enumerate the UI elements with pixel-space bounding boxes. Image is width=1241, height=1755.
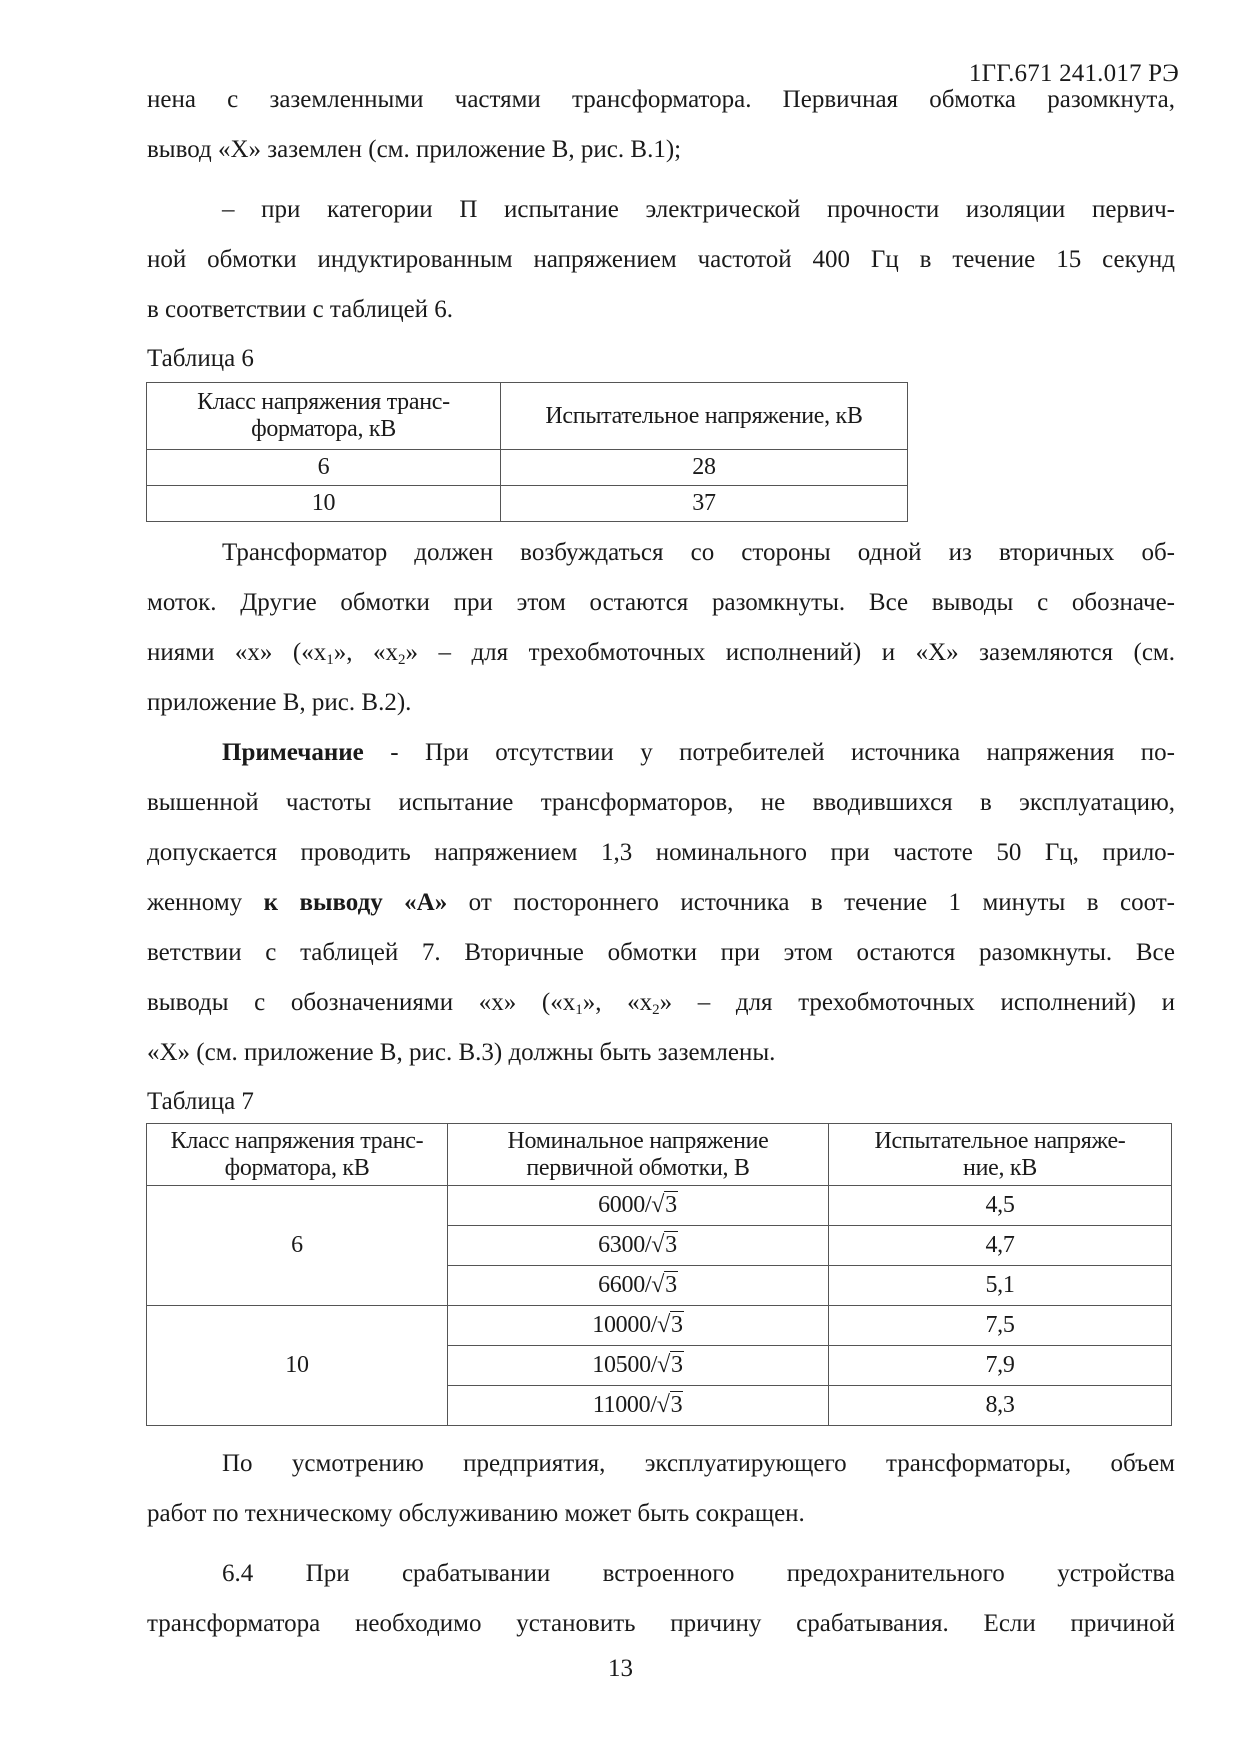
sqrt-expression [651, 1272, 678, 1299]
text-run: » – для трехобмоточных исполнений) и [659, 989, 1175, 1016]
sqrt-icon: √ [651, 1272, 665, 1298]
text-run: от постороннего источника в течение 1 минуты в соот- [447, 889, 1175, 916]
text-run: », «х [333, 639, 398, 666]
table-cell: 5,1 [829, 1266, 1172, 1306]
note-line: «Х» (см. приложение В, рис. В.3) должны быть заземлены. [147, 1039, 776, 1066]
paragraph-line: моток. Другие обмотки при этом остаются разомкнуты. Все выводы с обозначе- [147, 589, 1175, 616]
header-text: Номинальное напряжение [507, 1127, 769, 1154]
table-cell: 7,5 [829, 1306, 1172, 1346]
header-text: Класс напряжения транс- [197, 389, 450, 415]
table-header-cell [147, 1124, 448, 1186]
sqrt-expression [651, 1232, 678, 1259]
header-text: ние, кВ [963, 1154, 1037, 1181]
table6 [146, 382, 908, 522]
table-cell: 6 [147, 450, 501, 486]
paragraph-line [147, 637, 1175, 669]
paragraph-line: По усмотрению предприятия, эксплуатирующего трансформаторы, объем [222, 1450, 1175, 1477]
subscript: 1 [575, 1002, 583, 1018]
note-line: допускается проводить напряжением 1,3 номинального при частоте 50 Гц, прило- [147, 839, 1175, 866]
header-text: Испытательное напряже- [874, 1127, 1126, 1154]
table-cell: 10500/√3 [448, 1346, 829, 1386]
paragraph-line: вывод «Х» заземлен (см. приложение В, рис. В.1); [147, 136, 682, 163]
table-row [147, 1186, 1172, 1226]
sqrt-expression [657, 1392, 684, 1419]
table-header-cell [448, 1124, 829, 1186]
header-text: Класс напряжения транс- [170, 1127, 424, 1154]
table-cell: 28 [501, 450, 908, 486]
table-cell: 4,7 [829, 1226, 1172, 1266]
sqrt-expression [657, 1312, 684, 1339]
sqrt-icon: √ [657, 1352, 671, 1378]
subscript: 2 [397, 652, 406, 668]
table-cell: 7,9 [829, 1346, 1172, 1386]
radicand: 3 [665, 1232, 677, 1258]
paragraph-line: в соответствии с таблицей 6. [147, 296, 454, 323]
radicand: 3 [665, 1272, 677, 1298]
paragraph-line: нена с заземленными частями трансформатора. Первичная обмотка разомкнута, [147, 86, 1175, 113]
subscript: 1 [326, 652, 334, 668]
table-cell: 4,5 [829, 1186, 1172, 1226]
page-number: 13 [608, 1655, 633, 1682]
note-line: вышенной частоты испытание трансформаторов, не вводившихся в эксплуатацию, [147, 789, 1175, 816]
paragraph-line: 6.4 При срабатывании встроенного предохранительного устройства [222, 1560, 1175, 1587]
note-label: Примечание [222, 739, 364, 766]
sqrt-icon: √ [651, 1192, 665, 1218]
table-cell: 10 [147, 1306, 448, 1426]
paragraph-line: работ по техническому обслуживанию может быть сокращен. [147, 1500, 805, 1527]
table-cell: 6600/√3 [448, 1266, 829, 1306]
text-run: женному [147, 889, 264, 916]
sqrt-icon: √ [657, 1312, 671, 1338]
paragraph-line: Трансформатор должен возбуждаться со стороны одной из вторичных об- [222, 539, 1175, 566]
table-row [147, 486, 908, 522]
document-code: 1ГГ.671 241.017 РЭ [968, 60, 1179, 87]
sqrt-icon: √ [651, 1232, 665, 1258]
sqrt-expression [657, 1352, 684, 1379]
subscript: 2 [652, 1002, 660, 1018]
radicand: 3 [671, 1312, 683, 1338]
note-line: ветствии с таблицей 7. Вторичные обмотки при этом остаются разомкнуты. Все [147, 939, 1175, 966]
header-text: форматора, кВ [224, 1154, 370, 1181]
table6-caption: Таблица 6 [147, 345, 254, 372]
table-header-cell [147, 383, 501, 450]
sqrt-expression [651, 1192, 678, 1219]
text-run: » – для трехобмоточных исполнений) и «Х» заземляются (см. [405, 639, 1176, 666]
table7 [146, 1123, 1172, 1426]
table7-caption: Таблица 7 [147, 1088, 254, 1115]
radicand: 3 [665, 1192, 677, 1218]
table-cell: 11000/√3 [448, 1386, 829, 1426]
paragraph-line: ной обмотки индуктированным напряжением частотой 400 Гц в течение 15 секунд [147, 246, 1175, 273]
paragraph-line: трансформатора необходимо установить причину срабатывания. Если причиной [147, 1610, 1175, 1637]
note-line [147, 987, 1175, 1019]
nominal-value: 10000 [592, 1312, 651, 1338]
nominal-value: 6600 [598, 1272, 645, 1298]
table-cell: 6 [147, 1186, 448, 1306]
text-run: ниями «х» («х [147, 639, 327, 666]
table-header-cell [829, 1124, 1172, 1186]
table-header-row [147, 1124, 1172, 1186]
paragraph-line: приложение В, рис. В.2). [147, 689, 412, 716]
table-cell: 8,3 [829, 1386, 1172, 1426]
table-cell: 10000/√3 [448, 1306, 829, 1346]
table-header-cell: Испытательное напряжение, кВ [501, 383, 908, 450]
nominal-value: 11000 [592, 1392, 651, 1418]
bold-text: к выводу «А» [263, 889, 448, 916]
paragraph-line: – при категории П испытание электрической прочности изоляции первич- [222, 196, 1175, 223]
table-header-row [147, 383, 908, 450]
table-cell: 6000/√3 [448, 1186, 829, 1226]
radicand: 3 [670, 1392, 683, 1418]
table-cell: 37 [501, 486, 908, 522]
nominal-value: 10500 [592, 1352, 651, 1378]
table-row [147, 1306, 1172, 1346]
note-line [147, 887, 1175, 919]
nominal-value: 6000 [598, 1192, 645, 1218]
text-run: - При отсутствии у потребителей источника напряжения по- [363, 739, 1175, 766]
text-run: выводы с обозначениями «х» («х [147, 989, 576, 1016]
table-cell: 10 [147, 486, 501, 522]
header-text: форматора, кВ [251, 416, 396, 442]
nominal-value: 6300 [598, 1232, 645, 1258]
text-run: », «х [582, 989, 653, 1016]
table-cell: 6300/√3 [448, 1226, 829, 1266]
note-line [222, 737, 1175, 769]
radicand: 3 [671, 1352, 683, 1378]
header-text: первичной обмотки, В [526, 1154, 750, 1181]
sqrt-icon: √ [656, 1392, 670, 1418]
table-row [147, 450, 908, 486]
